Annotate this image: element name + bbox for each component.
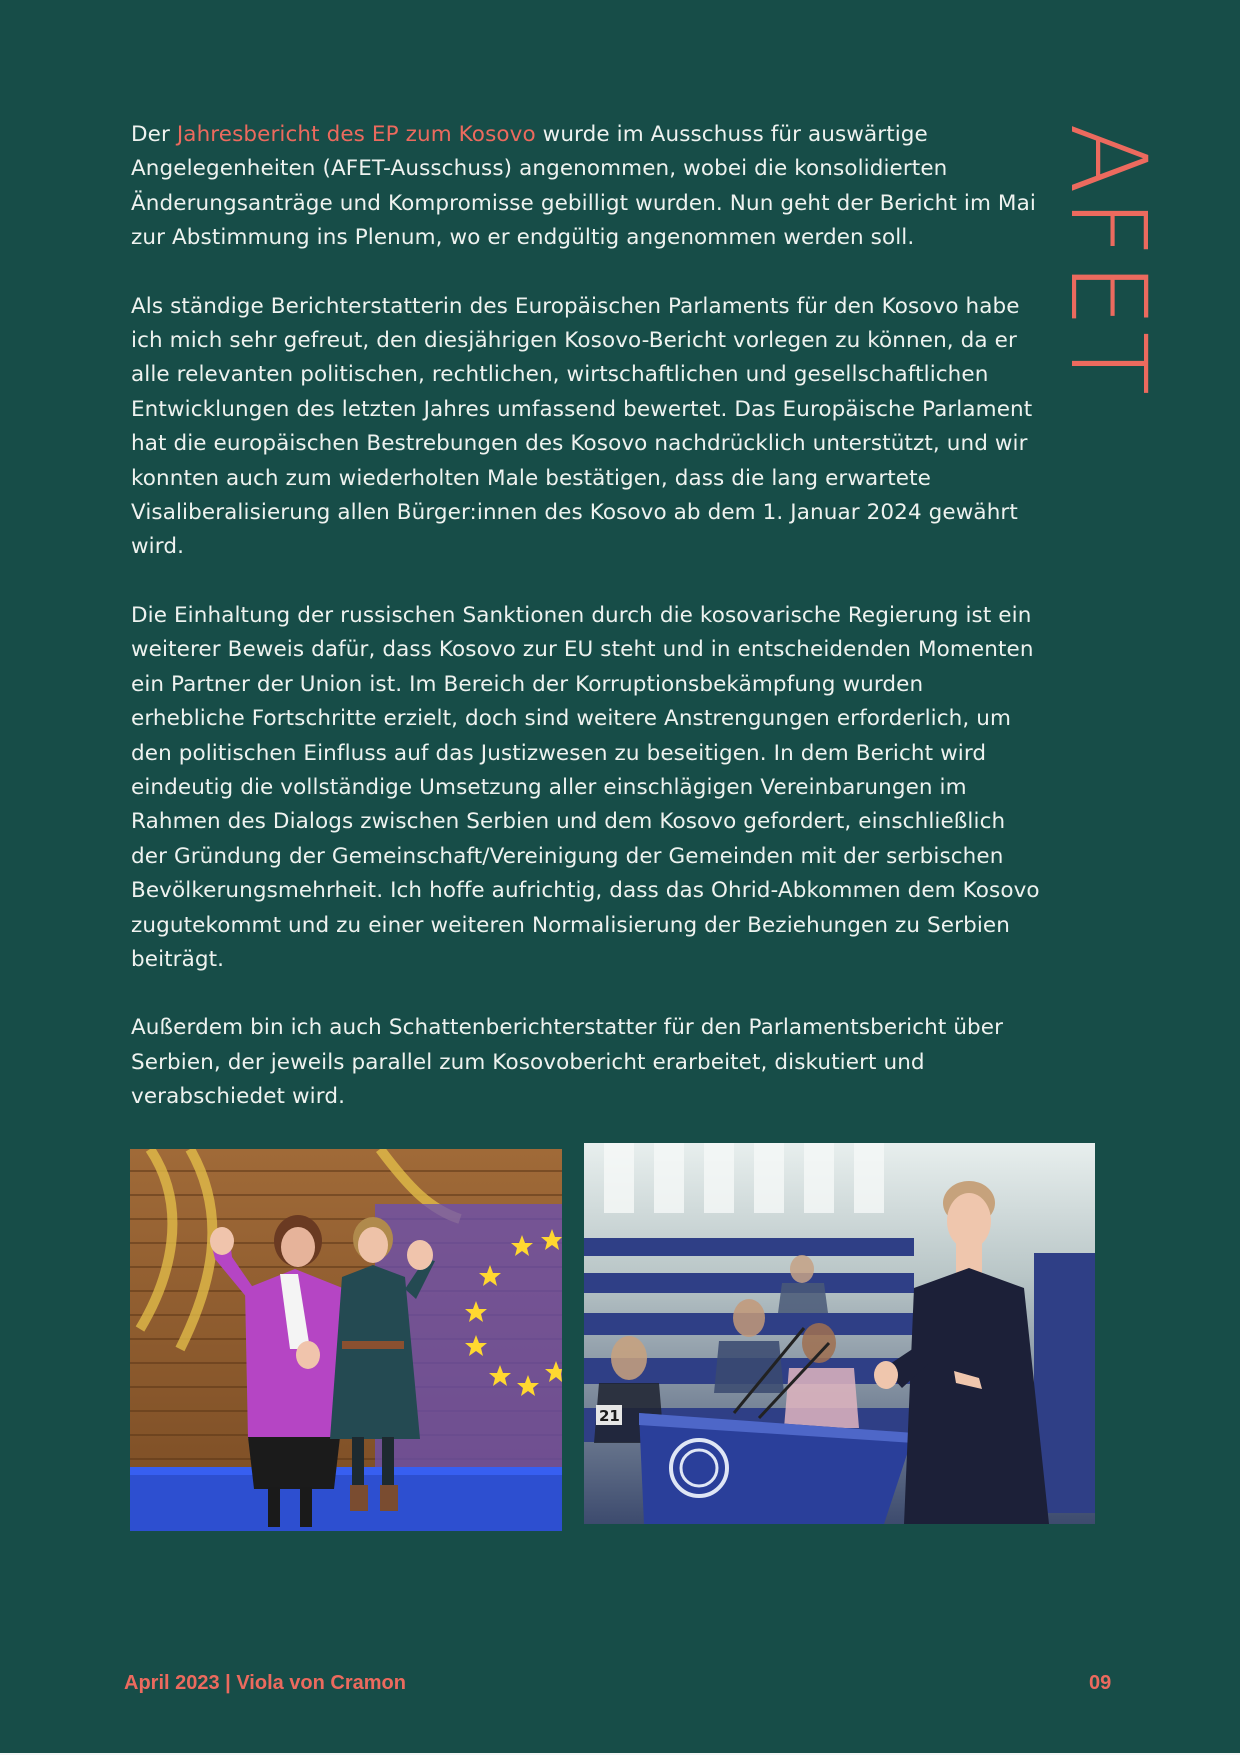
photo-plenary-speech <box>584 1143 1095 1524</box>
paragraph-1 <box>131 118 1043 256</box>
paragraph-4: Außerdem bin ich auch Schattenberichterstatter für den Parlamentsbericht über Serbien, der jeweils parallel zum Kosovobericht erarbeitet, diskutiert und verabschiedet wird. <box>131 1015 1004 1110</box>
footer-date-author: April 2023 | Viola von Cramon <box>124 1672 406 1694</box>
page-number: 09 <box>1089 1672 1112 1694</box>
paragraph-3: Die Einhaltung der russischen Sanktionen durch die kosovarische Regierung ist ein weiterer Beweis dafür, dass Kosovo zur EU steht und in entscheidenden Momenten ein Partner der Union ist. Im Bereich der Korruptionsbekämpfung wurden erhebliche Fortschritte erzielt, doch sind weitere Anstrengungen erforderlich, um den politischen Einfluss auf das Justizwesen zu beseitigen. In dem Bericht wird eindeutig die vollständige Umsetzung aller einschlägigen Vereinbarungen im Rahmen des Dialogs zwischen Serbien und dem Kosovo gefordert, einschließlich der Gründung der Gemeinschaft/Vereinigung der Gemeinden mit der serbischen Bevölkerungsmehrheit. Ich hoffe aufrichtig, dass das Ohrid-Abkommen dem Kosovo zugutekommt und zu einer weiteren Normalisierung der Beziehungen zu Serbien beiträgt. <box>131 602 1040 972</box>
seat-number-badge: 21 <box>599 1407 620 1425</box>
photo-eu-flag-wall <box>130 1149 562 1531</box>
paragraph-1-lead: Der <box>131 122 177 147</box>
section-title-vertical: AFET <box>1047 123 1169 400</box>
article-body <box>131 118 1043 1149</box>
kosovo-report-link[interactable]: Jahresbericht des EP zum Kosovo <box>176 122 536 147</box>
paragraph-2: Als ständige Berichterstatterin des Europäischen Parlaments für den Kosovo habe ich mich sehr gefreut, den diesjährigen Kosovo-Bericht vorlegen zu können, da er alle relevanten politischen, rechtlichen, wirtschaftlichen und gesellschaftlichen Entwicklungen des letzten Jahres umfassend bewertet. Das Europäische Parlament hat die europäischen Bestrebungen des Kosovo nachdrücklich unterstützt, und wir konnten auch zum wiederholten Male bestätigen, dass die lang erwartete Visaliberalisierung allen Bürger:innen des Kosovo ab dem 1. Januar 2024 gewährt wird. <box>131 293 1033 560</box>
paragraph-1-rest: wurde im Ausschuss für auswärtige Angelegenheiten (AFET-Ausschuss) angenommen, wobei die konsolidierten Änderungsanträge und Kompromisse gebilligt wurden. Nun geht der Bericht im Mai zur Abstimmung ins Plenum, wo er endgültig angenommen werden soll. <box>131 122 1036 251</box>
